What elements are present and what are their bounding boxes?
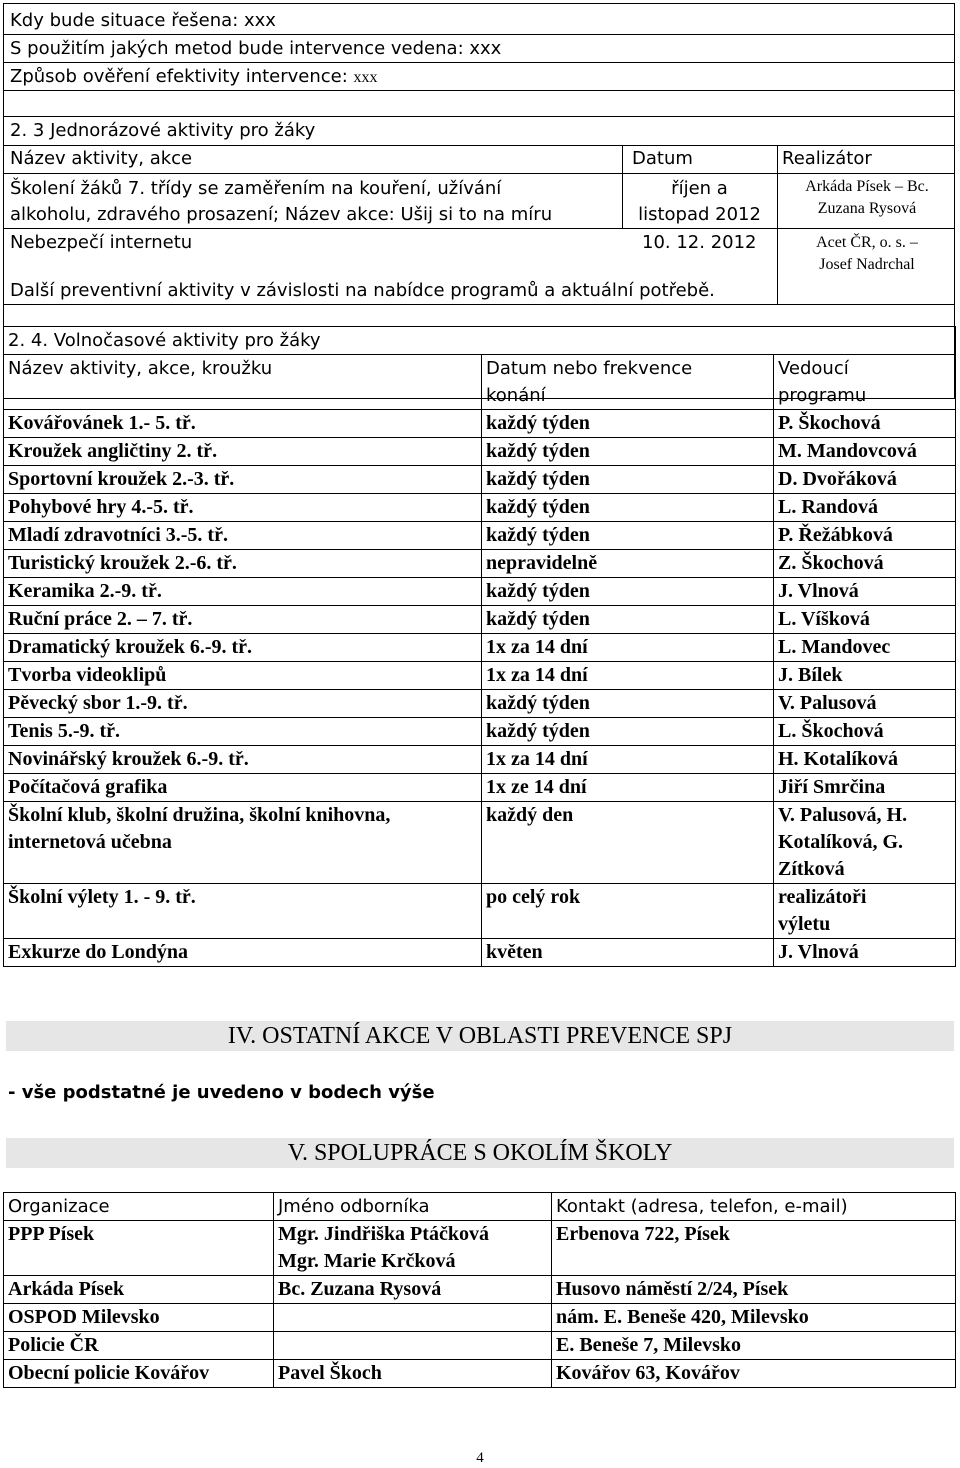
activity-name: Kroužek angličtiny 2. tř. [4, 438, 482, 466]
activity-organizer-line: Josef Nadrchal [819, 256, 915, 273]
activity-name-line: Školení žáků 7. třídy se zaměřením na kouření, užívání [10, 178, 502, 199]
activity-name: Sportovní kroužek 2.-3. tř. [4, 466, 482, 494]
expert-line: Mgr. Jindřiška Ptáčková [278, 1223, 489, 1245]
activity-name: Mladí zdravotníci 3.-5. tř. [4, 522, 482, 550]
activity-leader [774, 802, 956, 884]
table-row [4, 494, 956, 522]
activity-name: Novinářský kroužek 6.-9. tř. [4, 746, 482, 774]
activity-frequency: květen [482, 939, 774, 967]
activity-organizer-line: Arkáda Písek – Bc. [805, 178, 929, 195]
table-row [4, 606, 956, 634]
header-frequency [482, 355, 774, 410]
footnote: Další preventivní aktivity v závislosti na nabídce programů a aktuální potřebě. [10, 280, 715, 301]
activity-name [4, 802, 482, 884]
activity-frequency: každý týden [482, 690, 774, 718]
activity-frequency: každý týden [482, 410, 774, 438]
table-row [4, 1276, 956, 1304]
activity-leader: J. Bílek [774, 662, 956, 690]
divider [777, 145, 778, 304]
activity-leader-line: Kotalíková, G. [778, 831, 904, 853]
activity-frequency: každý týden [482, 718, 774, 746]
activity-frequency: po celý rok [482, 884, 774, 939]
activity-name [10, 176, 552, 228]
expert: Pavel Škoch [274, 1360, 552, 1388]
table-row [4, 410, 956, 438]
activity-frequency: každý týden [482, 466, 774, 494]
table-row [4, 634, 956, 662]
activity-organizer [778, 232, 956, 276]
contact: nám. E. Beneše 420, Milevsko [552, 1304, 956, 1332]
activity-frequency: 1x za 14 dní [482, 662, 774, 690]
divider [4, 304, 954, 305]
table-row [4, 802, 956, 884]
contact: E. Beneše 7, Milevsko [552, 1332, 956, 1360]
activity-organizer-line: Zuzana Rysová [817, 200, 917, 217]
expert: Bc. Zuzana Rysová [274, 1276, 552, 1304]
activity-leader: L. Škochová [774, 718, 956, 746]
activity-name-line: Školní klub, školní družina, školní knihovna, [8, 804, 391, 826]
table-row [4, 939, 956, 967]
activity-organizer [778, 176, 956, 220]
activity-organizer-line: Acet ČR, o. s. – [816, 234, 918, 251]
leisure-activities-table [3, 326, 956, 967]
divider [4, 34, 954, 35]
activity-leader: P. Řežábková [774, 522, 956, 550]
activity-leader: V. Palusová [774, 690, 956, 718]
top-line-3-value: xxx [353, 69, 378, 86]
table-header-row [4, 1193, 956, 1221]
activity-name-line: alkoholu, zdravého prosazení; Název akce: Ušij si to na míru [10, 204, 553, 225]
activity-leader: L. Randová [774, 494, 956, 522]
expert [274, 1304, 552, 1332]
activity-name: Ruční práce 2. – 7. tř. [4, 606, 482, 634]
header-contact: Kontakt (adresa, telefon, e-mail) [552, 1193, 956, 1221]
section-2-4-heading: 2. 4. Volnočasové aktivity pro žáky [4, 327, 956, 355]
activity-date-line: říjen a [671, 178, 728, 199]
table-header-row [4, 355, 956, 410]
activity-frequency: 1x za 14 dní [482, 746, 774, 774]
activity-name-line: internetová učebna [8, 831, 172, 853]
activity-leader: L. Mandovec [774, 634, 956, 662]
table-row [4, 578, 956, 606]
organization: Obecní policie Kovářov [4, 1360, 274, 1388]
contact: Kovářov 63, Kovářov [552, 1360, 956, 1388]
top-line-1: Kdy bude situace řešena: xxx [10, 10, 276, 31]
header-expert: Jméno odborníka [274, 1193, 552, 1221]
activity-name: Pěvecký sbor 1.-9. tř. [4, 690, 482, 718]
activity-frequency: každý týden [482, 578, 774, 606]
expert [274, 1221, 552, 1276]
table-row [4, 1332, 956, 1360]
activity-name: Kovářovánek 1.- 5. tř. [4, 410, 482, 438]
section-2-3-heading: 2. 3 Jednorázové aktivity pro žáky [10, 120, 316, 141]
activity-name: Exkurze do Londýna [4, 939, 482, 967]
header-activity-name: Název aktivity, akce, kroužku [4, 355, 482, 410]
activity-frequency: každý týden [482, 522, 774, 550]
activity-name: Tenis 5.-9. tř. [4, 718, 482, 746]
activity-leader-line: realizátoři [778, 886, 867, 908]
header-date: Datum [632, 148, 693, 169]
top-line-3-label: Způsob ověření efektivity intervence: [10, 66, 354, 87]
header-leader [774, 355, 956, 410]
activity-leader: M. Mandovcová [774, 438, 956, 466]
cooperation-table [3, 1192, 956, 1388]
divider [4, 173, 954, 174]
activity-name: Školní výlety 1. - 9. tř. [4, 884, 482, 939]
contact: Husovo náměstí 2/24, Písek [552, 1276, 956, 1304]
organization: Policie ČR [4, 1332, 274, 1360]
activity-date-line: listopad 2012 [638, 204, 761, 225]
section-iv-heading: IV. OSTATNÍ AKCE V OBLASTI PREVENCE SPJ [227, 1023, 733, 1049]
activity-leader [774, 884, 956, 939]
activity-name: Nebezpečí internetu [10, 232, 193, 253]
activity-name: Tvorba videoklipů [4, 662, 482, 690]
header-activity-name: Název aktivity, akce [10, 148, 193, 169]
table-row [4, 522, 956, 550]
activity-frequency: každý týden [482, 606, 774, 634]
table-row [4, 1221, 956, 1276]
table-row [4, 550, 956, 578]
divider [4, 145, 954, 146]
table-row [4, 438, 956, 466]
divider [4, 116, 954, 117]
activity-leader: P. Škochová [774, 410, 956, 438]
table-row [4, 718, 956, 746]
section-v-heading: V. SPOLUPRÁCE S OKOLÍM ŠKOLY [287, 1140, 673, 1166]
activity-name: Turistický kroužek 2.-6. tř. [4, 550, 482, 578]
table-row [4, 466, 956, 494]
header-organization: Organizace [4, 1193, 274, 1221]
header-leader-line: Vedoucí [778, 358, 849, 379]
activity-leader-line: výletu [778, 913, 831, 935]
activity-leader: Jiří Smrčina [774, 774, 956, 802]
activity-leader: H. Kotalíková [774, 746, 956, 774]
activity-name: Dramatický kroužek 6.-9. tř. [4, 634, 482, 662]
activity-frequency: každý den [482, 802, 774, 884]
activity-name: Počítačová grafika [4, 774, 482, 802]
activity-leader-line: Zítková [778, 858, 845, 880]
header-leader-line: programu [778, 385, 867, 406]
activity-name: Keramika 2.-9. tř. [4, 578, 482, 606]
activity-leader-line: V. Palusová, H. [778, 804, 908, 826]
expert [274, 1332, 552, 1360]
table-row [4, 774, 956, 802]
activity-frequency: 1x za 14 dní [482, 634, 774, 662]
table-row [4, 884, 956, 939]
activity-date [622, 176, 777, 228]
activity-date: 10. 12. 2012 [642, 232, 757, 253]
activity-leader: Z. Škochová [774, 550, 956, 578]
activity-leader: J. Vlnová [774, 578, 956, 606]
top-line-2: S použitím jakých metod bude intervence vedena: xxx [10, 38, 502, 59]
activity-frequency: nepravidelně [482, 550, 774, 578]
table-row [4, 1304, 956, 1332]
header-organizer: Realizátor [782, 148, 872, 169]
activity-leader: D. Dvořáková [774, 466, 956, 494]
activity-name: Pohybové hry 4.-5. tř. [4, 494, 482, 522]
activity-frequency: každý týden [482, 438, 774, 466]
activity-leader: J. Vlnová [774, 939, 956, 967]
organization: Arkáda Písek [4, 1276, 274, 1304]
contact: Erbenova 722, Písek [552, 1221, 956, 1276]
table-row [4, 746, 956, 774]
divider [4, 228, 954, 229]
activity-frequency: každý týden [482, 494, 774, 522]
header-frequency-line: Datum nebo frekvence [486, 358, 693, 379]
table-row [4, 690, 956, 718]
header-frequency-line: konání [486, 385, 546, 406]
top-line-3 [10, 66, 378, 87]
section-heading-row [4, 327, 956, 355]
divider [4, 90, 954, 91]
table-row [4, 662, 956, 690]
divider [4, 62, 954, 63]
activity-frequency: 1x ze 14 dní [482, 774, 774, 802]
organization: OSPOD Milevsko [4, 1304, 274, 1332]
section-iv-note: - vše podstatné je uvedeno v bodech výše [8, 1082, 435, 1103]
organization: PPP Písek [4, 1221, 274, 1276]
activity-leader: L. Víšková [774, 606, 956, 634]
table-row [4, 1360, 956, 1388]
expert-line: Mgr. Marie Krčková [278, 1250, 456, 1272]
page-number: 4 [476, 1450, 484, 1466]
